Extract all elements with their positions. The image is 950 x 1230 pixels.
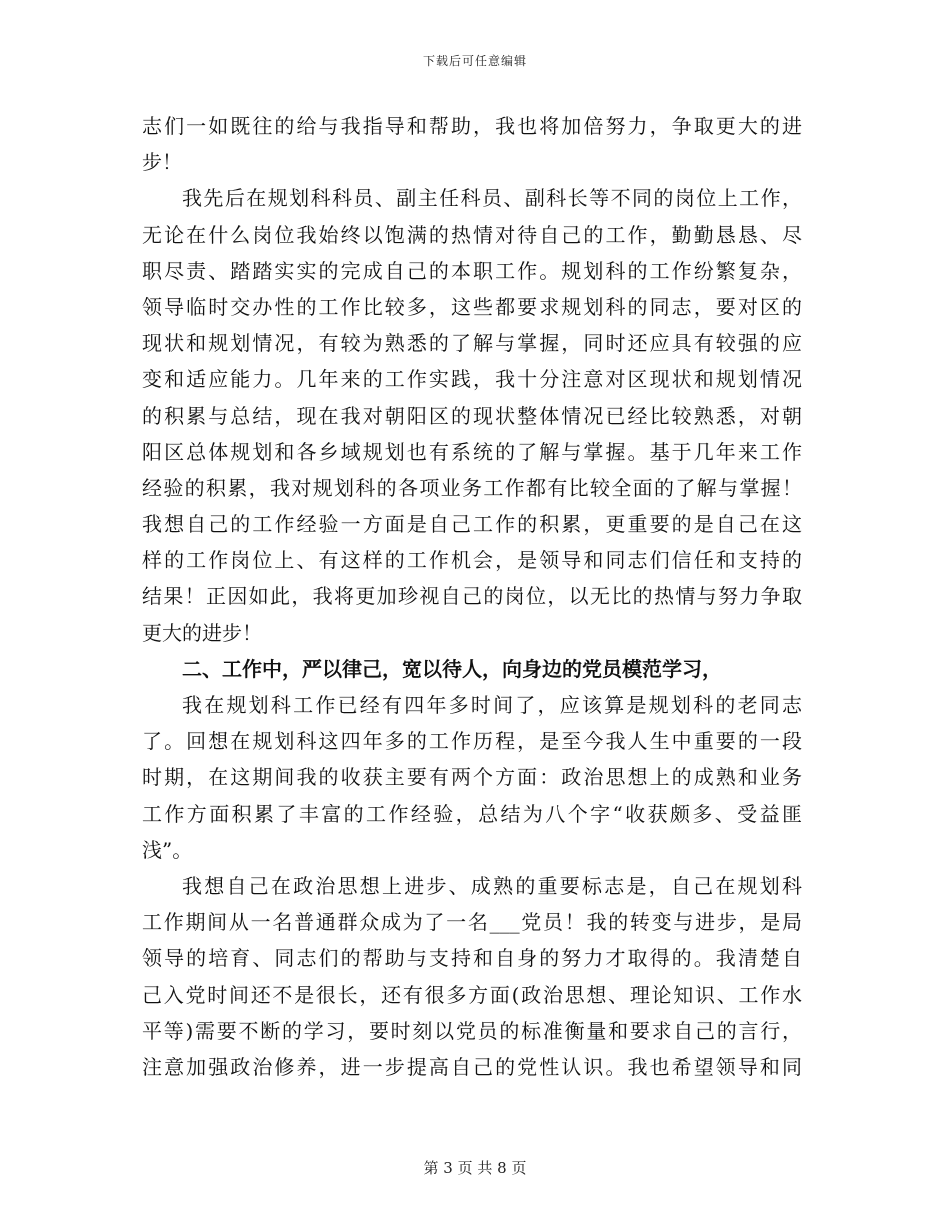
body-line-25: 己入党时间还不是很长，还有很多方面(政治思想、理论知识、工作水	[142, 982, 802, 1007]
body-line-9: 的积累与总结，现在我对朝阳区的现状整体情况已经比较熟悉，对朝	[142, 403, 802, 428]
body-line-3: 我先后在规划科科员、副主任科员、副科长等不同的岗位上工作，	[182, 186, 802, 211]
body-line-1: 志们一如既往的给与我指导和帮助，我也将加倍努力，争取更大的进	[142, 114, 802, 138]
body-line-24: 领导的培育、同志们的帮助与支持和自身的努力才取得的。我清楚自	[142, 946, 802, 971]
body-line-15: 更大的进步！	[142, 620, 262, 645]
body-line-21: 浅”。	[142, 837, 193, 862]
page-header-note: 下载后可任意编辑	[422, 54, 527, 68]
body-line-17: 我在规划科工作已经有四年多时间了，应该算是规划科的老同志	[182, 693, 802, 717]
body-line-19: 时期，在这期间我的收获主要有两个方面：政治思想上的成熟和业务	[142, 765, 802, 790]
body-line-27: 注意加强政治修养，进一步提高自己的党性认识。我也希望领导和同	[142, 1054, 802, 1079]
body-line-23: 工作期间从一名普通群众成为了一名___党员！我的转变与进步，是局	[142, 910, 802, 935]
body-line-18: 了。回想在规划科这四年多的工作历程，是至今我人生中重要的一段	[142, 729, 802, 754]
page-number: 第 3 页 共 8 页	[423, 1159, 527, 1177]
body-line-7: 现状和规划情况，有较为熟悉的了解与掌握，同时还应具有较强的应	[142, 331, 802, 356]
body-line-22: 我想自己在政治思想上进步、成熟的重要标志是，自己在规划科	[182, 873, 802, 898]
body-line-14: 结果！正因如此，我将更加珍视自己的岗位，以无比的热情与努力争取	[142, 584, 802, 609]
body-line-4: 无论在什么岗位我始终以饱满的热情对待自己的工作，勤勤恳恳、尽	[142, 222, 802, 247]
body-line-6: 领导临时交办性的工作比较多，这些都要求规划科的同志，要对区的	[142, 294, 802, 319]
body-line-2: 步！	[142, 150, 182, 175]
body-line-26: 平等)需要不断的学习，要时刻以党员的标准衡量和要求自己的言行，	[142, 1018, 802, 1043]
body-line-10: 阳区总体规划和各乡域规划也有系统的了解与掌握。基于几年来工作	[142, 439, 802, 464]
body-line-11: 经验的积累，我对规划科的各项业务工作都有比较全面的了解与掌握！	[142, 475, 802, 500]
body-line-5: 职尽责、踏踏实实的完成自己的本职工作。规划科的工作纷繁复杂，	[142, 258, 802, 283]
body-line-12: 我想自己的工作经验一方面是自己工作的积累，更重要的是自己在这	[142, 512, 802, 537]
body-line-20: 工作方面积累了丰富的工作经验，总结为八个字“收获颇多、受益匪	[142, 801, 802, 826]
document-body	[142, 108, 802, 1085]
body-line-8: 变和适应能力。几年来的工作实践，我十分注意对区现状和规划情况	[142, 367, 802, 392]
section-heading: 二、工作中，严以律己，宽以待人，向身边的党员模范学习，	[182, 656, 722, 681]
body-line-13: 样的工作岗位上、有这样的工作机会，是领导和同志们信任和支持的	[142, 548, 802, 573]
